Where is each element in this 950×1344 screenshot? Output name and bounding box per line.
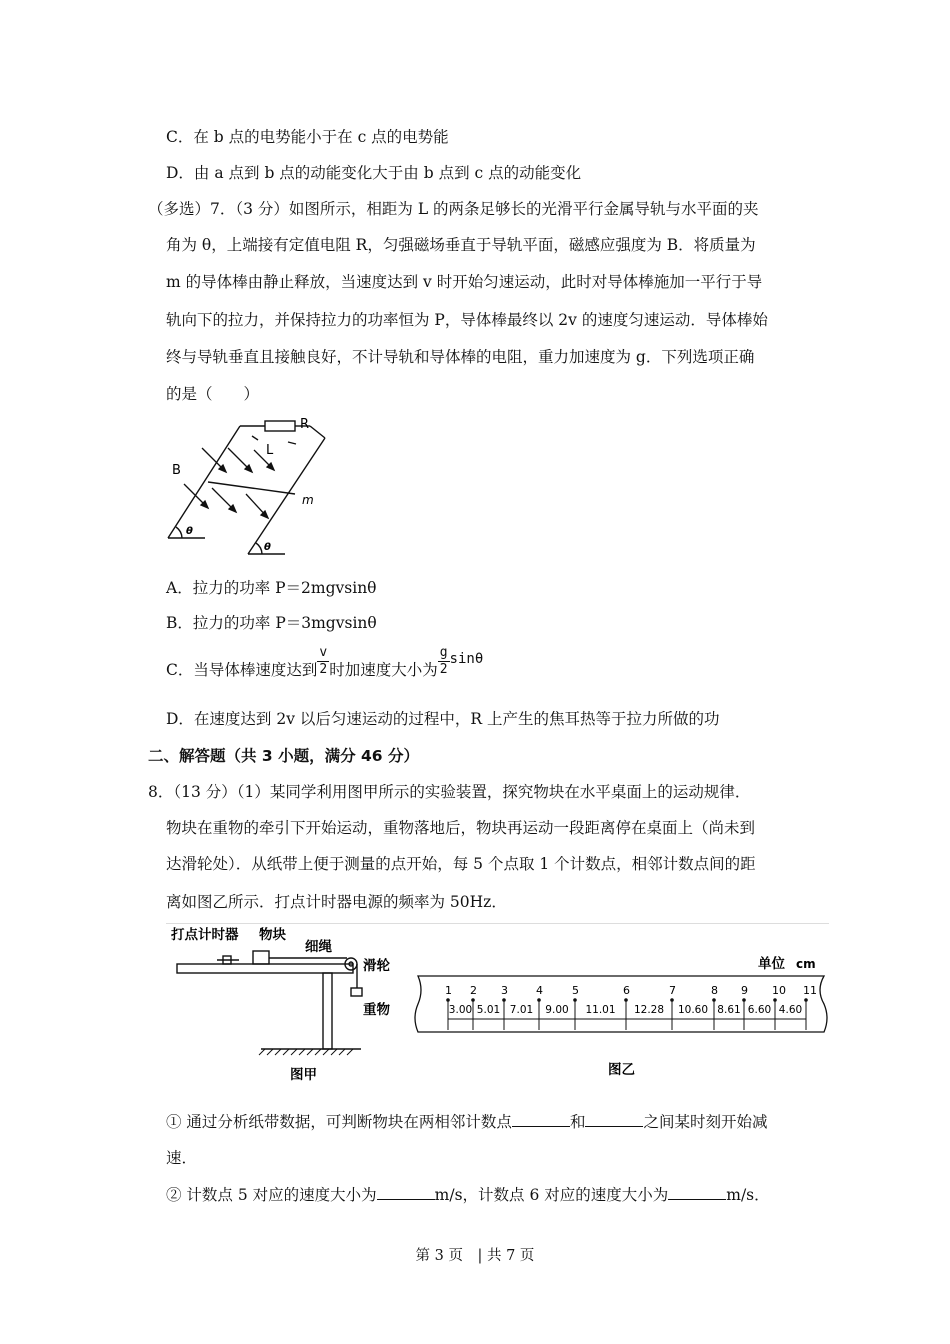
- q8-sub1-cont: 速．: [166, 1149, 198, 1167]
- weight-label: 重物: [363, 1002, 390, 1018]
- pulley-label: 滑轮: [363, 958, 390, 974]
- tape-distance-label: 6.60: [747, 1004, 772, 1016]
- answer-blank-3[interactable]: [377, 1183, 435, 1200]
- block-label: 物块: [259, 927, 286, 943]
- length-label: L: [266, 443, 274, 458]
- q7-stem-line-6: 的是（ ）: [166, 385, 260, 403]
- caption-jia: 图甲: [290, 1067, 317, 1083]
- q7-stem-line-4: 轨向下的拉力，并保持拉力的功率恒为 P，导体棒最终以 2v 的速度匀速运动．导体棒始: [166, 311, 768, 329]
- angle-label-right: θ: [264, 542, 271, 553]
- tape-point-label: 11: [803, 984, 817, 997]
- q7-option-d: D．在速度达到 2v 以后匀速运动的过程中，R 上产生的焦耳热等于拉力所做的功: [166, 710, 720, 728]
- q7-stem-line-3: m 的导体棒由静止释放，当速度达到 v 时开始匀速运动，此时对导体棒施加一平行于导: [166, 273, 763, 291]
- tape-point-label: 2: [470, 984, 477, 997]
- q6-option-c: C．在 b 点的电势能小于在 c 点的电势能: [166, 128, 449, 146]
- tape-distance-label: 8.61: [717, 1004, 741, 1016]
- rope-label: 细绳: [305, 939, 332, 955]
- q7-stem-line-1: （多选）7．（3 分）如图所示，相距为 L 的两条足够长的光滑平行金属导轨与水平面的夹: [148, 200, 759, 218]
- tape-distance-label: 5.01: [476, 1004, 501, 1016]
- tape-point-label: 5: [572, 984, 579, 997]
- q7-option-b: B．拉力的功率 P＝3mgvsinθ: [166, 614, 377, 632]
- tape-distance-label: 11.01: [585, 1004, 616, 1016]
- tape-distance-label: 7.01: [509, 1004, 534, 1016]
- fraction-g-over-2: $\frac{g}{2}$: [439, 644, 448, 677]
- answer-blank-4[interactable]: [668, 1183, 726, 1200]
- tape-point-label: 4: [536, 984, 543, 997]
- section-heading: 二、解答题（共 3 小题，满分 46 分）: [148, 747, 419, 765]
- tape-point-label: 9: [741, 984, 748, 997]
- unit-value: cm: [796, 957, 816, 971]
- q8-stem-line-3: 达滑轮处）．从纸带上便于测量的点开始，每 5 个点取 1 个计数点，相邻计数点间的距: [166, 855, 756, 873]
- tape-distance-label: 3.00: [448, 1004, 473, 1016]
- mass-label: m: [302, 493, 314, 507]
- field-label: B: [172, 463, 181, 478]
- answer-blank-1[interactable]: [512, 1110, 570, 1127]
- q8-stem-line-4: 离如图乙所示．打点计时器电源的频率为 50Hz．: [166, 893, 507, 911]
- unit-label: 单位: [758, 956, 785, 972]
- q8-stem-line-2: 物块在重物的牵引下开始运动，重物落地后，物块再运动一段距离停在桌面上（尚未到: [166, 819, 756, 837]
- tape-point-label: 1: [445, 984, 452, 997]
- q8-sub1: ① 通过分析纸带数据，可判断物块在两相邻计数点 和 之间某时刻开始减: [166, 1110, 767, 1133]
- tape-distance-label: 9.00: [545, 1004, 569, 1016]
- q7-option-a: A．拉力的功率 P＝2mgvsinθ: [166, 579, 377, 597]
- answer-blank-2[interactable]: [585, 1110, 643, 1127]
- tape-distance-label: 12.28: [633, 1004, 665, 1016]
- page-footer: 第 3 页 | 共 7 页: [415, 1248, 535, 1264]
- caption-yi: 图乙: [608, 1062, 635, 1078]
- q7-option-c: C．当导体棒速度达到 $\frac{v}{2}$ 时加速度大小为 $\frac{g}{2}$ sinθ: [166, 644, 484, 679]
- resistor-label: R: [300, 417, 310, 432]
- tape-point-label: 6: [623, 984, 630, 997]
- tape-distance-label: 4.60: [778, 1004, 803, 1016]
- q8-sub2: ② 计数点 5 对应的速度大小为 m/s，计数点 6 对应的速度大小为 m/s．: [166, 1183, 770, 1206]
- q8-stem-line-1: 8．（13 分）（1）某同学利用图甲所示的实验装置，探究物块在水平桌面上的运动规律．: [148, 783, 751, 801]
- tape-distance-label: 10.60: [677, 1004, 709, 1016]
- q7-stem-line-2: 角为 θ，上端接有定值电阻 R，匀强磁场垂直于导轨平面，磁感应强度为 B．将质量为: [166, 236, 756, 254]
- tape-point-label: 10: [772, 984, 786, 997]
- q6-option-d: D．由 a 点到 b 点的动能变化大于由 b 点到 c 点的动能变化: [166, 164, 582, 182]
- q7-rail-diagram: [160, 412, 350, 562]
- angle-label-left: θ: [186, 526, 193, 537]
- fraction-v-over-2: $\frac{v}{2}$: [319, 644, 328, 677]
- timer-label: 打点计时器: [171, 927, 239, 943]
- paper-tape-diagram: [412, 950, 830, 1085]
- apparatus-diagram: [165, 924, 405, 1090]
- q7-stem-line-5: 终与导轨垂直且接触良好，不计导轨和导体棒的电阻，重力加速度为 g．下列选项正确: [166, 348, 755, 366]
- tape-point-label: 7: [669, 984, 676, 997]
- tape-point-label: 3: [501, 984, 508, 997]
- tape-point-label: 8: [711, 984, 718, 997]
